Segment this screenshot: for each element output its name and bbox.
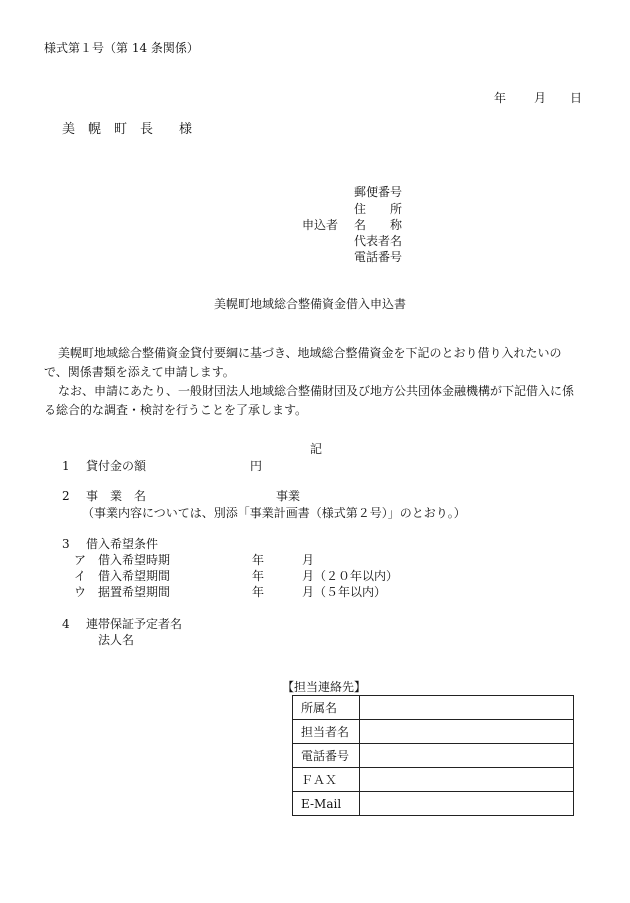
contact-value-department[interactable] [360,696,574,720]
applicant-postal-code: 郵便番号 [354,185,403,199]
contact-value-email[interactable] [360,792,574,816]
item-3-row-i-year: 年 [252,569,265,583]
date-month: 月 [534,91,547,105]
item-2-note: （事業内容については、別添「事業計画書（様式第２号）」のとおり。） [82,506,466,520]
applicant-address: 住 所 [354,202,403,216]
item-3-row-i-note: （２０年以内） [314,569,399,583]
item-3-row-u-label: 据置希望期間 [98,585,171,599]
item-2-label: 事 業 名 [86,489,147,503]
addressee: 美 幌 町 長 様 [62,122,193,137]
body-paragraph-2: なお、申請にあたり、一般財団法人地域総合整備財団及び地方公共団体金融機構が下記借入に係る総合的な調査・検討を行うことを了承します。 [44,384,575,417]
contact-label-person: 担当者名 [293,720,360,744]
item-3-row-i-label: 借入希望期間 [98,569,171,583]
date-day: 日 [570,91,583,105]
item-3-row-u-mark: ウ [74,585,87,599]
item-3-row-i-month: 月 [302,569,315,583]
applicant-phone: 電話番号 [354,250,403,264]
contact-label-department: 所属名 [293,696,360,720]
contact-value-fax[interactable] [360,768,574,792]
item-3-row-a-year: 年 [252,553,265,567]
item-1-label: 貸付金の額 [86,459,147,473]
item-3-row-u-month: 月 [302,585,315,599]
item-2-number: 2 [62,489,70,503]
contact-row [293,792,574,816]
item-1-unit: 円 [250,459,263,473]
contact-value-phone[interactable] [360,744,574,768]
contact-label-email: E-Mail [293,792,360,816]
item-4-sub: 法人名 [98,633,135,647]
applicant-name: 名 称 [354,218,403,232]
item-3-row-u-year: 年 [252,585,265,599]
item-3-label: 借入希望条件 [86,537,159,551]
item-3-row-a-month: 月 [302,553,315,567]
ki-heading: 記 [310,442,323,456]
item-3-row-u-note: （５年以内） [314,585,387,599]
item-1-number: 1 [62,459,70,473]
contact-row [293,696,574,720]
item-3-row-i-mark: イ [74,569,87,583]
date-year: 年 [494,91,507,105]
contact-value-person[interactable] [360,720,574,744]
document-title: 美幌町地域総合整備資金借入申込書 [214,297,407,311]
contact-table [292,695,574,816]
applicant-label: 申込者 [302,218,339,232]
contact-label-fax: ＦＡＸ [293,768,360,792]
item-3-number: 3 [62,537,70,551]
contact-heading: 【担当連絡先】 [282,680,367,694]
item-4-number: 4 [62,617,70,631]
form-number: 様式第１号（第 14 条関係） [44,41,199,55]
body-paragraph-1: 美幌町地域総合整備資金貸付要綱に基づき、地域総合整備資金を下記のとおり借り入れたいので、関係書類を添えて申請します。 [44,346,562,379]
contact-label-phone: 電話番号 [293,744,360,768]
contact-row [293,720,574,744]
contact-row [293,768,574,792]
contact-row [293,744,574,768]
item-4-label: 連帯保証予定者名 [86,617,183,631]
item-3-row-a-mark: ア [74,553,87,567]
item-3-row-a-label: 借入希望時期 [98,553,171,567]
applicant-representative: 代表者名 [354,234,403,248]
item-2-suffix: 事業 [276,489,301,503]
